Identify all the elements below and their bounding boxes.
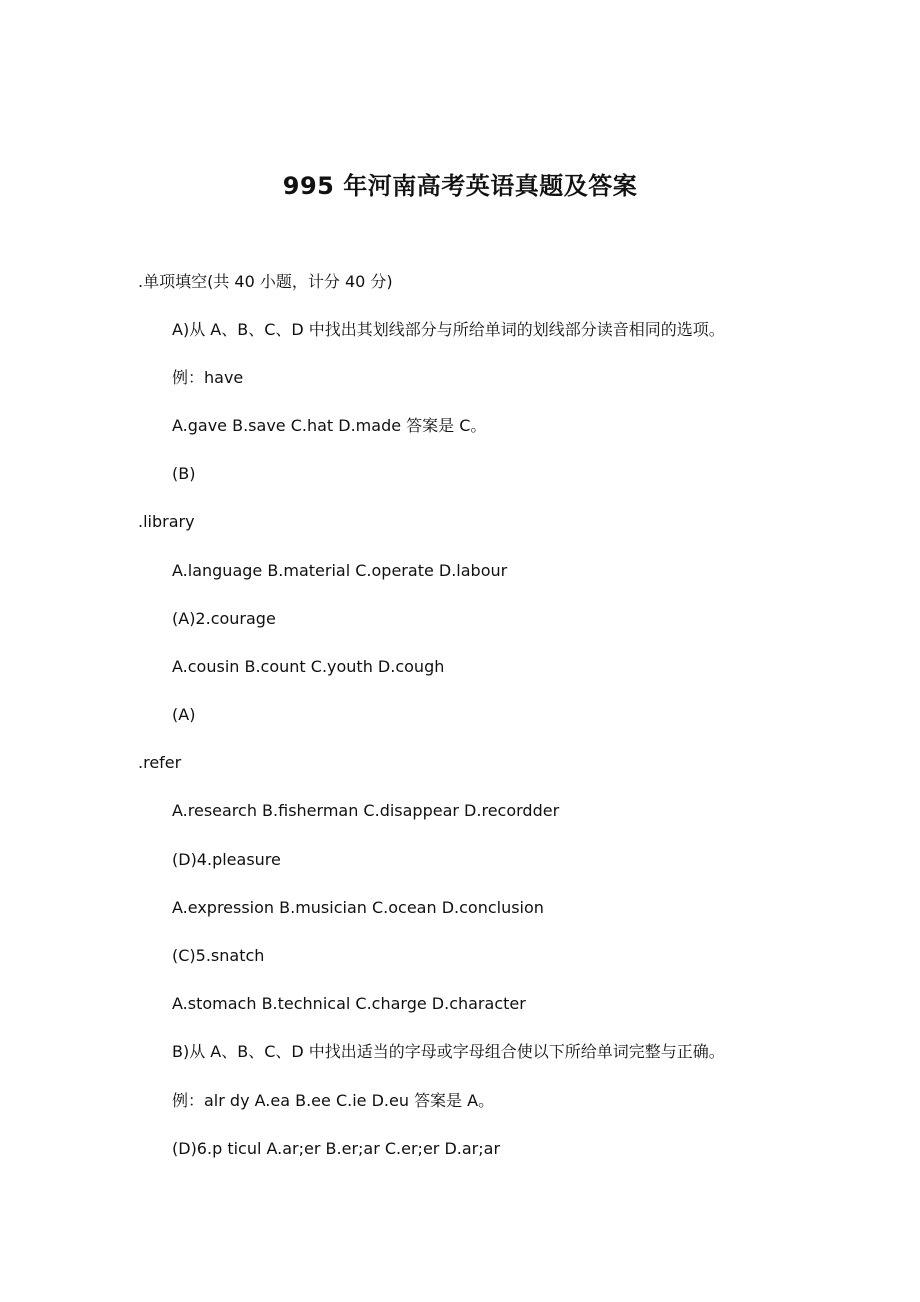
answer-question-line: (D)6.p ticul A.ar;er B.er;ar C.er;er D.ar;ar: [172, 1139, 501, 1158]
example-options: 例：alr dy A.ea B.ee C.ie D.eu 答案是 A。: [172, 1091, 495, 1110]
answer-question-line: (A)2.courage: [172, 609, 276, 628]
answer-question-line: (D)4.pleasure: [172, 850, 281, 869]
question-options: A.research B.fisherman C.disappear D.recordder: [172, 801, 560, 820]
question-options: A.stomach B.technical C.charge D.character: [172, 994, 526, 1013]
answer-line: (B): [172, 464, 196, 483]
document-title: 995 年河南高考英语真题及答案: [282, 172, 638, 200]
answer-question-line: (C)5.snatch: [172, 946, 265, 965]
question-options: A.cousin B.count C.youth D.cough: [172, 657, 445, 676]
example-word: 例：have: [172, 368, 244, 387]
question-options: A.expression B.musician C.ocean D.conclusion: [172, 898, 544, 917]
example-options: A.gave B.save C.hat D.made 答案是 C。: [172, 416, 487, 435]
instruction-a: A)从 A、B、C、D 中找出其划线部分与所给单词的划线部分读音相同的选项。: [172, 320, 725, 339]
instruction-b: B)从 A、B、C、D 中找出适当的字母或字母组合使以下所给单词完整与正确。: [172, 1042, 725, 1061]
answer-line: (A): [172, 705, 196, 724]
question-word: .refer: [138, 753, 182, 772]
question-options: A.language B.material C.operate D.labour: [172, 561, 508, 580]
section-heading: .单项填空(共 40 小题，计分 40 分): [138, 272, 393, 291]
question-word: .library: [138, 512, 195, 531]
